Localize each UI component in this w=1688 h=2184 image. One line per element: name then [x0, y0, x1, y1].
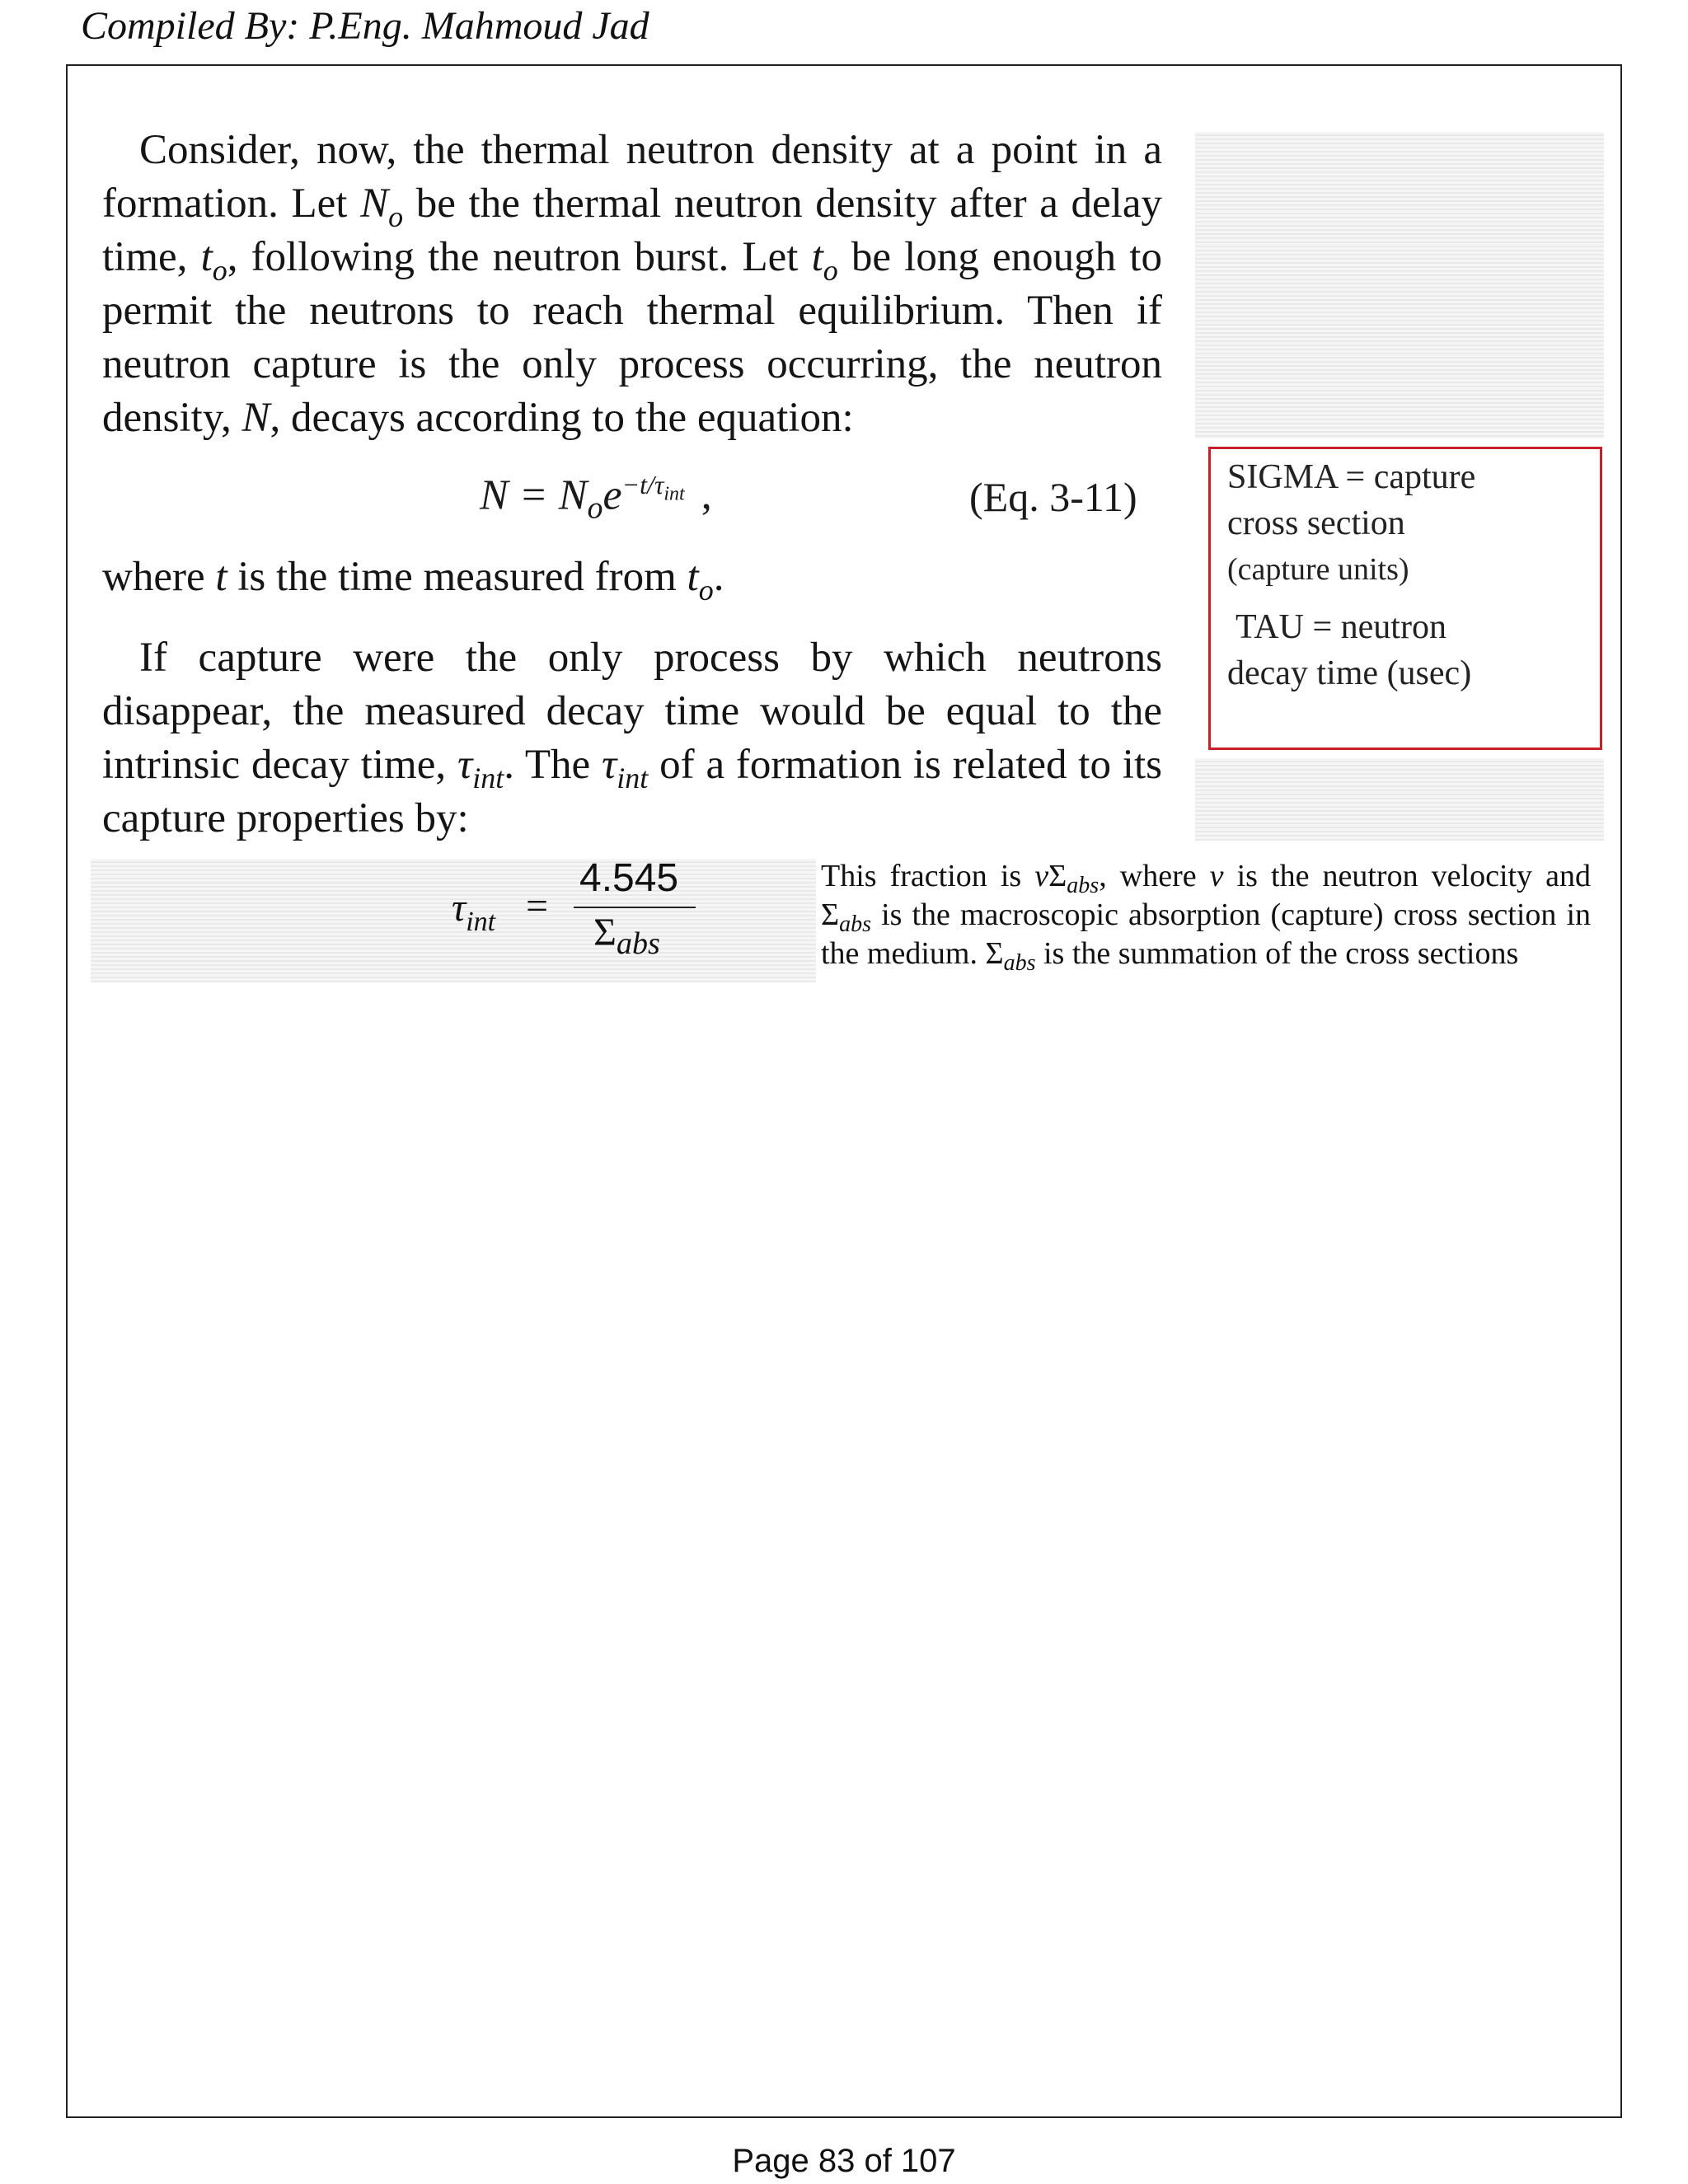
equation-3-11: $N = N_oe^{-t/\tau_{int}}$ ,: [480, 470, 712, 526]
formula-equals: =: [526, 884, 549, 928]
fraction-explanation: This fraction is $v\Sigma_{abs}$, where v is the neutron velocity and $\Sigma_{abs}$ is the macroscopic absorption (capture) cross section in the medium. $\Sigma_{abs}$ is the summation of the cross sections: [821, 859, 1591, 976]
note-capture-units: (capture units): [1227, 552, 1409, 587]
compiled-by-header: Compiled By: P.Eng. Mahmoud Jad: [81, 4, 649, 48]
formula-lhs: $\tau_{int}$: [452, 886, 496, 937]
page-number: Page 83 of 107: [732, 2143, 956, 2179]
note-sigma: SIGMA = capture: [1227, 458, 1476, 496]
formula-denominator: $\Sigma_{abs}$: [593, 911, 660, 961]
note-tau: TAU = neutron: [1236, 608, 1447, 646]
scan-stripes-right: [1195, 132, 1604, 438]
note-cross-section: cross section: [1227, 504, 1405, 542]
formula-numerator: 4.545: [579, 856, 679, 900]
note-decay-time: decay time (usec): [1227, 654, 1472, 692]
paragraph-intrinsic-decay: If capture were the only process by which neutrons disappear, the measured decay time would be equal to the intrinsic decay time, $\tau_{int}$. The $\tau_{int}$ of a formation is related to its capture properties by:: [102, 635, 1162, 841]
paragraph-thermal-neutron-density: Consider, now, the thermal neutron density at a point in a formation. Let $N_o$ be the thermal neutron density after a delay time, $t_o$, following the neutron burst. Let $t_o$ be long enough to permit the neutrons to reach thermal equilibrium. Then if neutron capture is the only process occurring, the neutron density, N, decays according to the equation:: [102, 127, 1162, 441]
scan-stripes-right-lower: [1195, 758, 1604, 841]
fraction-bar: [574, 907, 696, 908]
tau-int-formula: [452, 855, 715, 971]
sigma-tau-note-box: [1208, 447, 1602, 750]
equation-number: (Eq. 3-11): [969, 474, 1137, 520]
paragraph-time-measured: where t is the time measured from $t_o$.: [102, 554, 724, 607]
